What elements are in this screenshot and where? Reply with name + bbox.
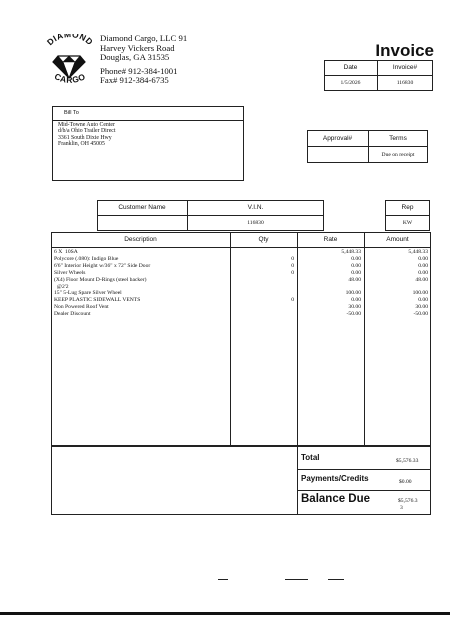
footer-mark [285, 579, 308, 580]
total-label: Total [301, 453, 320, 462]
line-item-amount: -50.00 [413, 311, 428, 318]
invoice-date: 1/5/2026 [340, 80, 361, 86]
company-name: Diamond Cargo, LLC 91 [100, 33, 188, 43]
approval-value [307, 146, 368, 163]
line-item-amount: 0.00 [418, 269, 428, 276]
vin-label: V.I.N. [247, 204, 264, 211]
line-item-amount: 100.00 [412, 290, 428, 297]
line-item-rate: 0.00 [351, 297, 361, 304]
logo-bottom-text: CARGO [52, 71, 88, 85]
line-item-description: Non Powered Roof Vent [54, 304, 109, 311]
company-fax: Fax# 912-384-6735 [100, 75, 169, 86]
balance-due-value: $5,576.3 [398, 498, 418, 504]
line-item-rate: 48.00 [348, 276, 361, 283]
line-item-amount: 0.00 [418, 255, 428, 262]
customer-name-value [97, 215, 187, 231]
payments-credits-label: Payments/Credits [301, 474, 369, 483]
line-item-row [51, 311, 431, 318]
line-item-row [51, 270, 431, 277]
line-item-amount: 48.00 [415, 276, 428, 283]
rep-label: Rep [401, 204, 414, 211]
diamond-icon [38, 34, 100, 92]
totals-box [51, 446, 431, 515]
line-item-row [51, 284, 431, 291]
line-item-description: 6 X 10SA [54, 249, 78, 255]
line-item-rate: 0.00 [351, 269, 361, 276]
invoice-number: 116830 [396, 80, 414, 86]
line-item-qty: 0 [291, 297, 294, 304]
line-item-row [51, 277, 431, 284]
line-item-amount: 0.00 [418, 262, 428, 269]
line-item-row [51, 256, 431, 263]
line-item-row [51, 304, 431, 311]
balance-due-value-wrap: 3 [400, 505, 403, 511]
approval-label: Approval# [322, 134, 353, 142]
balance-due-label: Balance Due [301, 493, 371, 505]
line-item-rate: 30.00 [348, 304, 361, 311]
payments-credits-value: $0.00 [399, 479, 412, 485]
bill-to-label: Bill To [64, 110, 79, 116]
invoice-number-label: Invoice# [392, 64, 418, 71]
logo-top-text: DIAMOND [44, 34, 96, 48]
terms-value: Due on receipt [381, 151, 415, 158]
date-label: Date [343, 64, 358, 71]
bill-to-line: Franklin, OH 45005 [58, 141, 105, 148]
line-item-rate: 0.00 [351, 262, 361, 269]
line-item-rate: 5,448.33 [341, 249, 361, 255]
line-item-row [51, 263, 431, 270]
bill-to-line: d/b/a Ohio Trailer Direct [58, 128, 116, 135]
bill-to-line: 3361 South Dixie Hwy [58, 134, 112, 141]
line-item-description: Dealer Discount [54, 311, 91, 318]
company-address-line2: Douglas, GA 31535 [100, 52, 170, 63]
line-item-description: (X4) Floor Mount D-Rings (steel backer) [54, 276, 147, 283]
footer-mark [218, 579, 228, 580]
bill-to-line: Mid-Towne Auto Center [58, 122, 115, 128]
column-header-amount: Amount [386, 236, 409, 243]
line-item-amount: 30.00 [415, 304, 428, 311]
rep-value: KW [402, 220, 413, 226]
column-header-qty: Qty [258, 236, 269, 243]
line-item-rate: 0.00 [351, 255, 361, 262]
company-phone: Phone# 912-384-1001 [100, 65, 178, 76]
line-item-description: Polycore (.080): Indigo Blue [54, 255, 119, 262]
company-info [100, 34, 187, 86]
column-header-rate: Rate [323, 236, 338, 243]
line-item-amount: 0.00 [418, 297, 428, 304]
vin-value: 116830 [247, 220, 264, 226]
line-item-description: 6'6" Interior Height w/36" x 72" Side Door [54, 262, 151, 269]
customer-name-label: Customer Name [118, 204, 166, 211]
line-item-description: @2'2 [54, 283, 69, 290]
line-item-row [51, 290, 431, 297]
bill-to-address [58, 122, 115, 148]
line-item-qty: 0 [291, 255, 294, 262]
document-title: Invoice [375, 41, 434, 60]
line-item-rate: -50.00 [346, 311, 361, 318]
line-item-rate: 100.00 [345, 290, 361, 297]
line-item-description: KEEP PLASTIC SIDEWALL VENTS [54, 297, 141, 304]
company-logo [38, 34, 100, 92]
line-item-qty: 0 [291, 269, 294, 276]
line-item-description: Silver Wheels [54, 269, 86, 276]
line-item-description: 15" 5-Lug Spare Silver Wheel [54, 290, 122, 297]
footer-mark [328, 579, 344, 580]
svg-text:DIAMOND [45, 34, 95, 47]
total-value: $5,576.33 [396, 458, 419, 464]
line-item-amount: 5,448.33 [408, 249, 428, 255]
company-address-line1: Harvey Vickers Road [100, 42, 175, 53]
line-item-row [51, 249, 431, 256]
line-item-qty: 0 [291, 262, 294, 269]
column-header-description: Description [124, 236, 157, 243]
terms-label: Terms [389, 134, 407, 142]
page-bottom-border [0, 612, 450, 615]
